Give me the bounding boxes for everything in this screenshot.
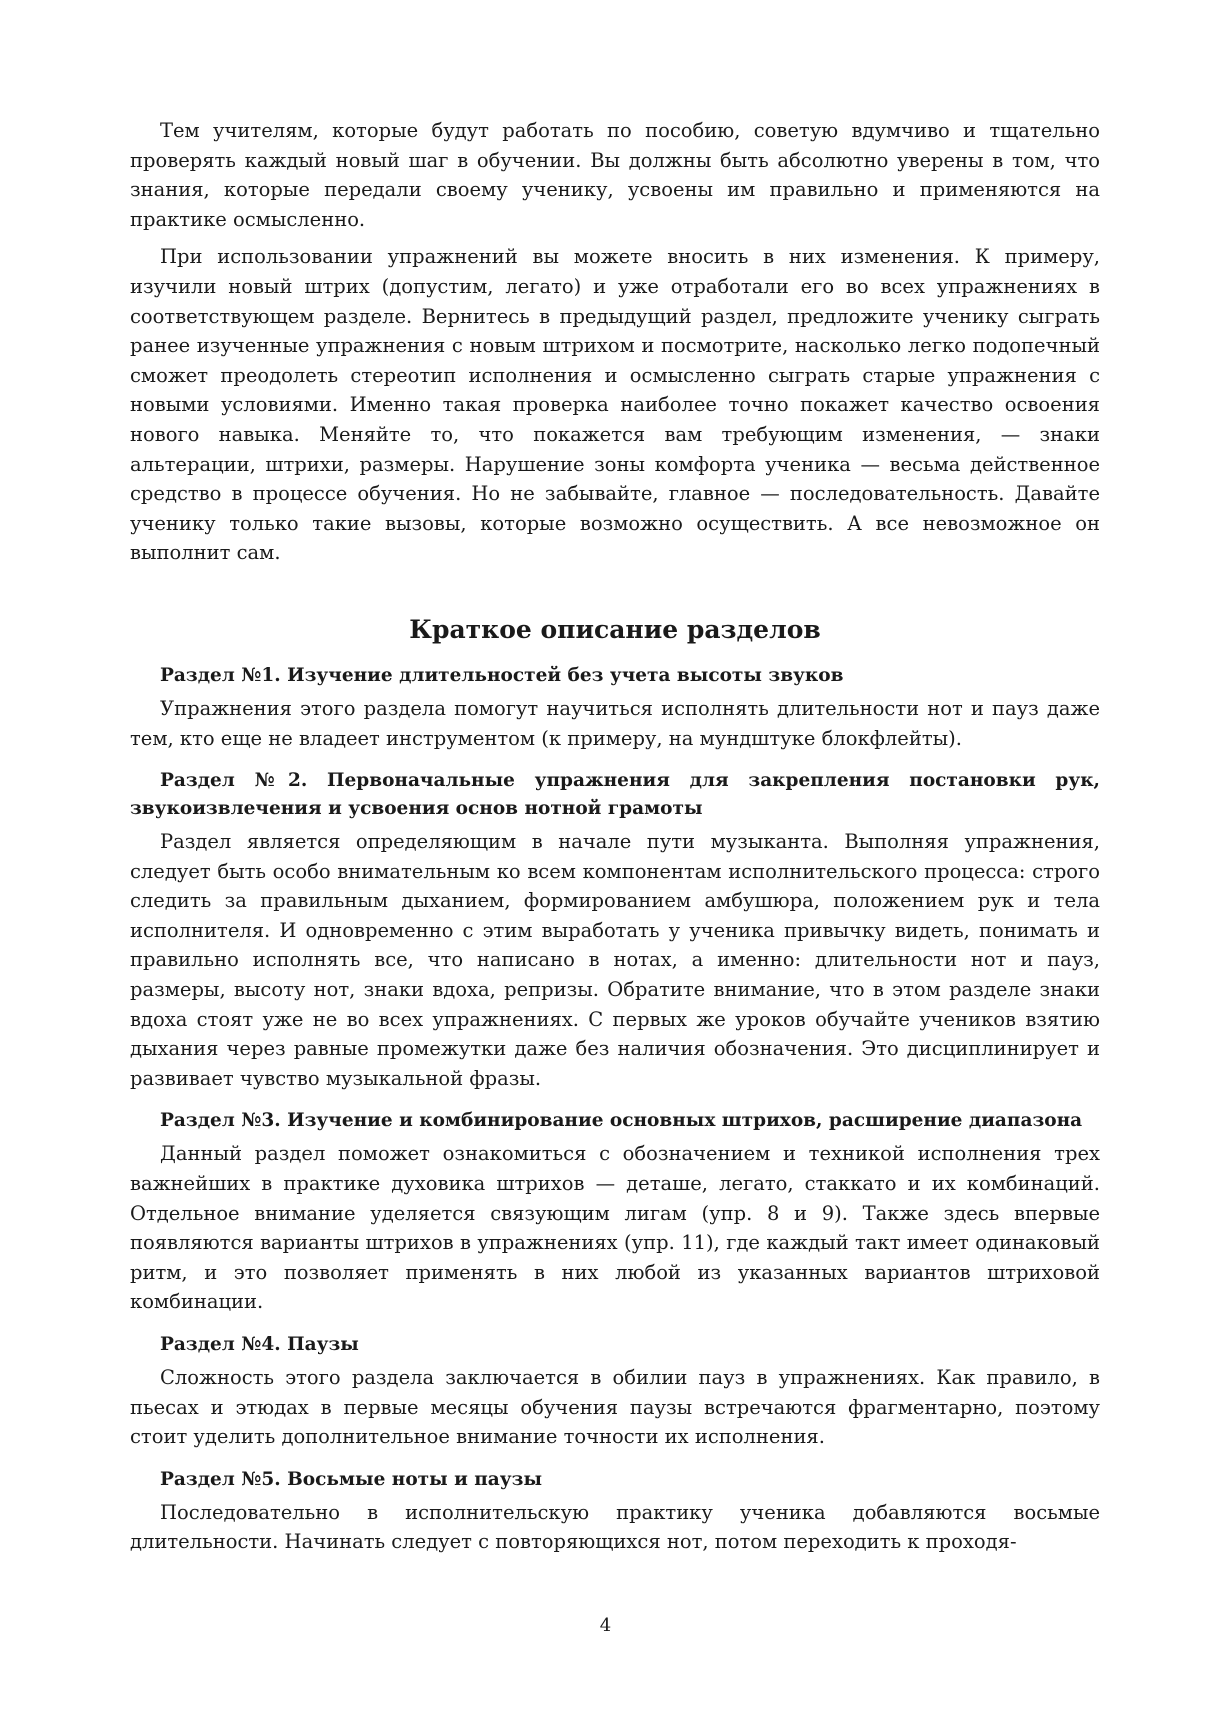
section-text: Сложность этого раздела заключается в обилии пауз в упражнениях. Как правило, в пьесах и этюдах в первые месяцы обучения паузы встречаются фрагментарно, поэтому стоит уделить дополнительное внимание точности их исполнения. xyxy=(130,1366,1100,1449)
section-text: Последовательно в исполнительскую практику ученика добавляются восьмые длительности. Начинать следует с повторяющихся нот, потом переходить к проходя- xyxy=(130,1500,1100,1554)
section-title: Раздел №4. Паузы xyxy=(160,1334,359,1355)
section-title: Раздел №3. Изучение и комбинирование основных штрихов, расширение диапазона xyxy=(160,1110,1083,1132)
section-title: Раздел №2. Первоначальные упражнения для закрепления постановки рук, звукоизвлечения и усвоения основ нотной грамоты xyxy=(130,770,1100,820)
page-body xyxy=(130,116,1100,1565)
section-text: Упражнения этого раздела помогут научиться исполнять длительности нот и пауз даже тем, кто еще не владеет инструментом (к примеру, на мундштуке блокфлейты). xyxy=(130,696,1100,750)
intro-paragraph: Тем учителям, которые будут работать по пособию, советую вдумчиво и тщательно проверять каждый новый шаг в обучении. Вы должны быть абсолютно уверены в том, что знания, которые передали своему ученику, усвоены им правильно и применяются на практике осмысленно. xyxy=(130,119,1100,231)
section-title: Раздел №1. Изучение длительностей без учета высоты звуков xyxy=(160,664,844,686)
intro-paragraph: При использовании упражнений вы можете вносить в них изменения. К примеру, изучили новый штрих (допустим, легато) и уже отработали его во всех упражнениях в соответствующем разделе. Вернитесь в предыдущий раздел, предложите ученику сыграть ранее изученные упражнения с новым штрихом и посмотрите, насколько легко подопечный сможет преодолеть стереотип исполнения и осмысленно сыграть старые упражнения с новыми условиями. Именно такая проверка наиболее точно покажет качество освоения нового навыка. Меняйте то, что покажется вам требующим изменения, — знаки альтерации, штрихи, размеры. Нарушение зоны комфорта ученика — весьма действенное средство в процессе обучения. Но не забывайте, главное — последовательность. Давайте ученику только такие вызовы, которые возможно осуществить. А все невозможное он выполнит сам. xyxy=(130,245,1100,565)
page-number: 4 xyxy=(599,1615,612,1636)
section-heading: Краткое описание разделов xyxy=(409,614,821,644)
section-title: Раздел №5. Восьмые ноты и паузы xyxy=(160,1468,542,1490)
section-text: Раздел является определяющим в начале пути музыканта. Выполняя упражнения, следует быть особо внимательным ко всем компонентам исполнительского процесса: строго следить за правильным дыханием, формированием амбушюра, положением рук и тела исполнителя. И одновременно с этим выработать у ученика привычку видеть, понимать и правильно исполнять все, что написано в нотах, а именно: длительности нот и пауз, размеры, высоту нот, знаки вдоха, репризы. Обратите внимание, что в этом разделе знаки вдоха стоят уже не во всех упражнениях. С первых же уроков обучайте учеников взятию дыхания через равные промежутки даже без наличия обозначения. Это дисциплинирует и развивает чувство музыкальной фразы. xyxy=(130,830,1100,1090)
section-text: Данный раздел поможет ознакомиться с обозначением и техникой исполнения трех важнейших в практике духовика штрихов — деташе, легато, стаккато и их комбинаций. Отдельное внимание уделяется связующим лигам (упр. 8 и 9). Также здесь впервые появляются варианты штрихов в упражнениях (упр. 11), где каждый такт имеет одинаковый ритм, и это позволяет применять в них любой из указанных вариантов штриховой комбинации. xyxy=(130,1142,1100,1314)
